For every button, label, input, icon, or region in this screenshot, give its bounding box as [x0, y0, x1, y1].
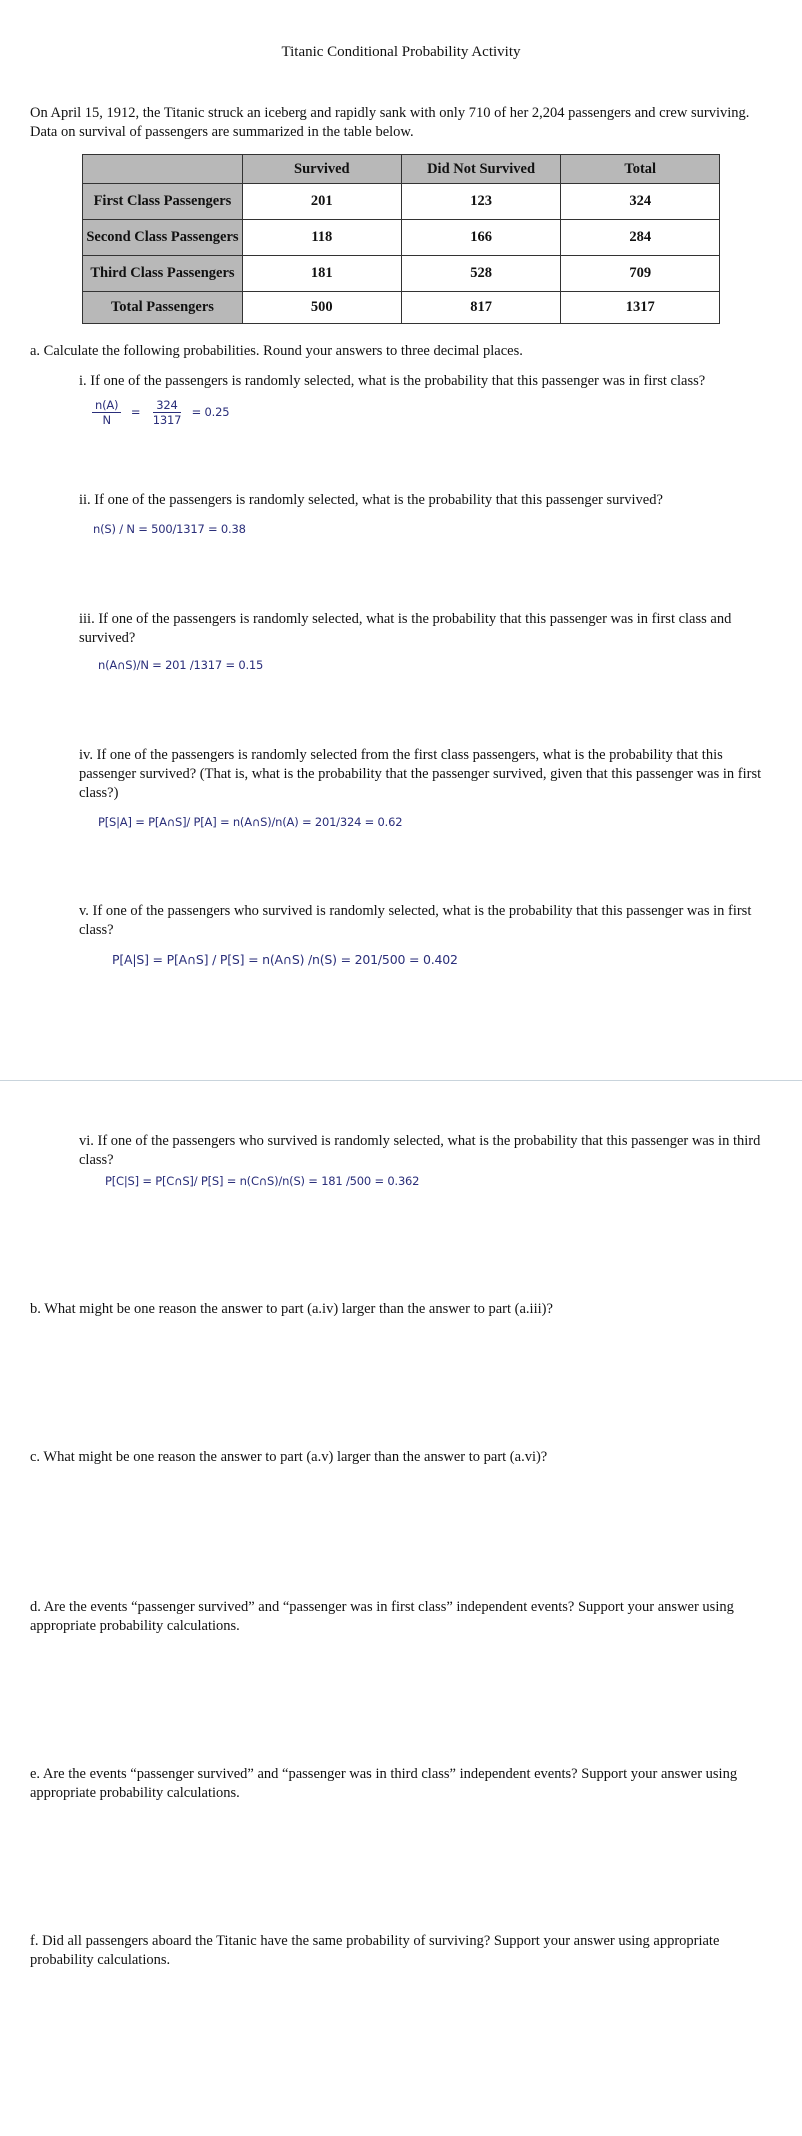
intro-paragraph: On April 15, 1912, the Titanic struck an iceberg and rapidly sank with only 710 of her 2,204 passengers and crew surviving. Data on survival of passengers are summarized in the table below.	[30, 105, 750, 140]
handwritten-answer-a-v: P[A|S] = P[A∩S] / P[S] = n(A∩S) /n(S) = 201/500 = 0.402	[112, 952, 458, 967]
table-cell: 118	[242, 220, 401, 256]
table-header-not-survived: Did Not Survived	[401, 155, 561, 184]
question-a-i: i. If one of the passengers is randomly selected, what is the probability that this passenger was in first class?	[79, 373, 706, 389]
table-header-survived: Survived	[242, 155, 401, 184]
handwritten-answer-a-vi: P[C|S] = P[C∩S]/ P[S] = n(C∩S)/n(S) = 181 /500 = 0.362	[105, 1174, 420, 1188]
row-label: First Class Passengers	[83, 184, 243, 220]
table-cell: 166	[401, 220, 561, 256]
table-cell: 181	[242, 256, 401, 292]
table-cell: 1317	[561, 292, 720, 324]
table-cell: 201	[242, 184, 401, 220]
table-cell: 123	[401, 184, 561, 220]
table-row-total	[83, 292, 720, 324]
table-header-row	[83, 155, 720, 184]
question-a-v: v. If one of the passengers who survived is randomly selected, what is the probability that this passenger was in first class?	[79, 903, 752, 938]
handwritten-answer-a-ii: n(S) / N = 500/1317 = 0.38	[93, 522, 246, 536]
table-row	[83, 256, 720, 292]
table-header-corner	[83, 155, 243, 184]
table-cell: 528	[401, 256, 561, 292]
table-cell: 284	[561, 220, 720, 256]
question-f: f. Did all passengers aboard the Titanic have the same probability of surviving? Support your answer using appropriate probability calculations.	[30, 1933, 720, 1968]
fraction: $\frac{n(A)}{N}$	[92, 398, 121, 427]
row-label: Total Passengers	[83, 292, 243, 324]
row-label: Third Class Passengers	[83, 256, 243, 292]
question-a-iv: iv. If one of the passengers is randomly selected from the first class passengers, what is the probability that this passenger survived? (That is, what is the probability that the passenger survived, given that this passenger was in first class?)	[79, 747, 762, 801]
survival-table	[82, 154, 720, 324]
question-b: b. What might be one reason the answer to part (a.iv) larger than the answer to part (a.iii)?	[30, 1301, 553, 1317]
question-a-vi: vi. If one of the passengers who survived is randomly selected, what is the probability that this passenger was in third class?	[79, 1133, 761, 1168]
part-a-prompt: a. Calculate the following probabilities. Round your answers to three decimal places.	[30, 343, 523, 359]
table-cell: 500	[242, 292, 401, 324]
table-row	[83, 220, 720, 256]
page-title: Titanic Conditional Probability Activity	[281, 44, 521, 60]
table-cell: 324	[561, 184, 720, 220]
handwritten-answer-a-iv: P[S|A] = P[A∩S]/ P[A] = n(A∩S)/n(A) = 201/324 = 0.62	[98, 815, 403, 829]
table-cell: 709	[561, 256, 720, 292]
table-cell: 817	[401, 292, 561, 324]
handwritten-answer-a-i: $\frac{n(A)}{N}$ = $\frac{324}{1317}$ = 0.25	[92, 398, 229, 427]
question-c: c. What might be one reason the answer to part (a.v) larger than the answer to part (a.vi)?	[30, 1449, 548, 1465]
table-header-total: Total	[561, 155, 720, 184]
question-e: e. Are the events “passenger survived” and “passenger was in third class” independent events? Support your answer using appropriate probability calculations.	[30, 1766, 738, 1801]
handwritten-answer-a-iii: n(A∩S)/N = 201 /1317 = 0.15	[98, 658, 264, 672]
table-row	[83, 184, 720, 220]
question-a-iii: iii. If one of the passengers is randomly selected, what is the probability that this passenger was in first class and survived?	[79, 611, 732, 646]
page-break-divider	[0, 1080, 802, 1081]
row-label: Second Class Passengers	[83, 220, 243, 256]
fraction: $\frac{324}{1317}$	[152, 398, 182, 427]
question-d: d. Are the events “passenger survived” and “passenger was in first class” independent events? Support your answer using appropriate probability calculations.	[30, 1599, 734, 1634]
question-a-ii: ii. If one of the passengers is randomly selected, what is the probability that this passenger survived?	[79, 492, 663, 508]
